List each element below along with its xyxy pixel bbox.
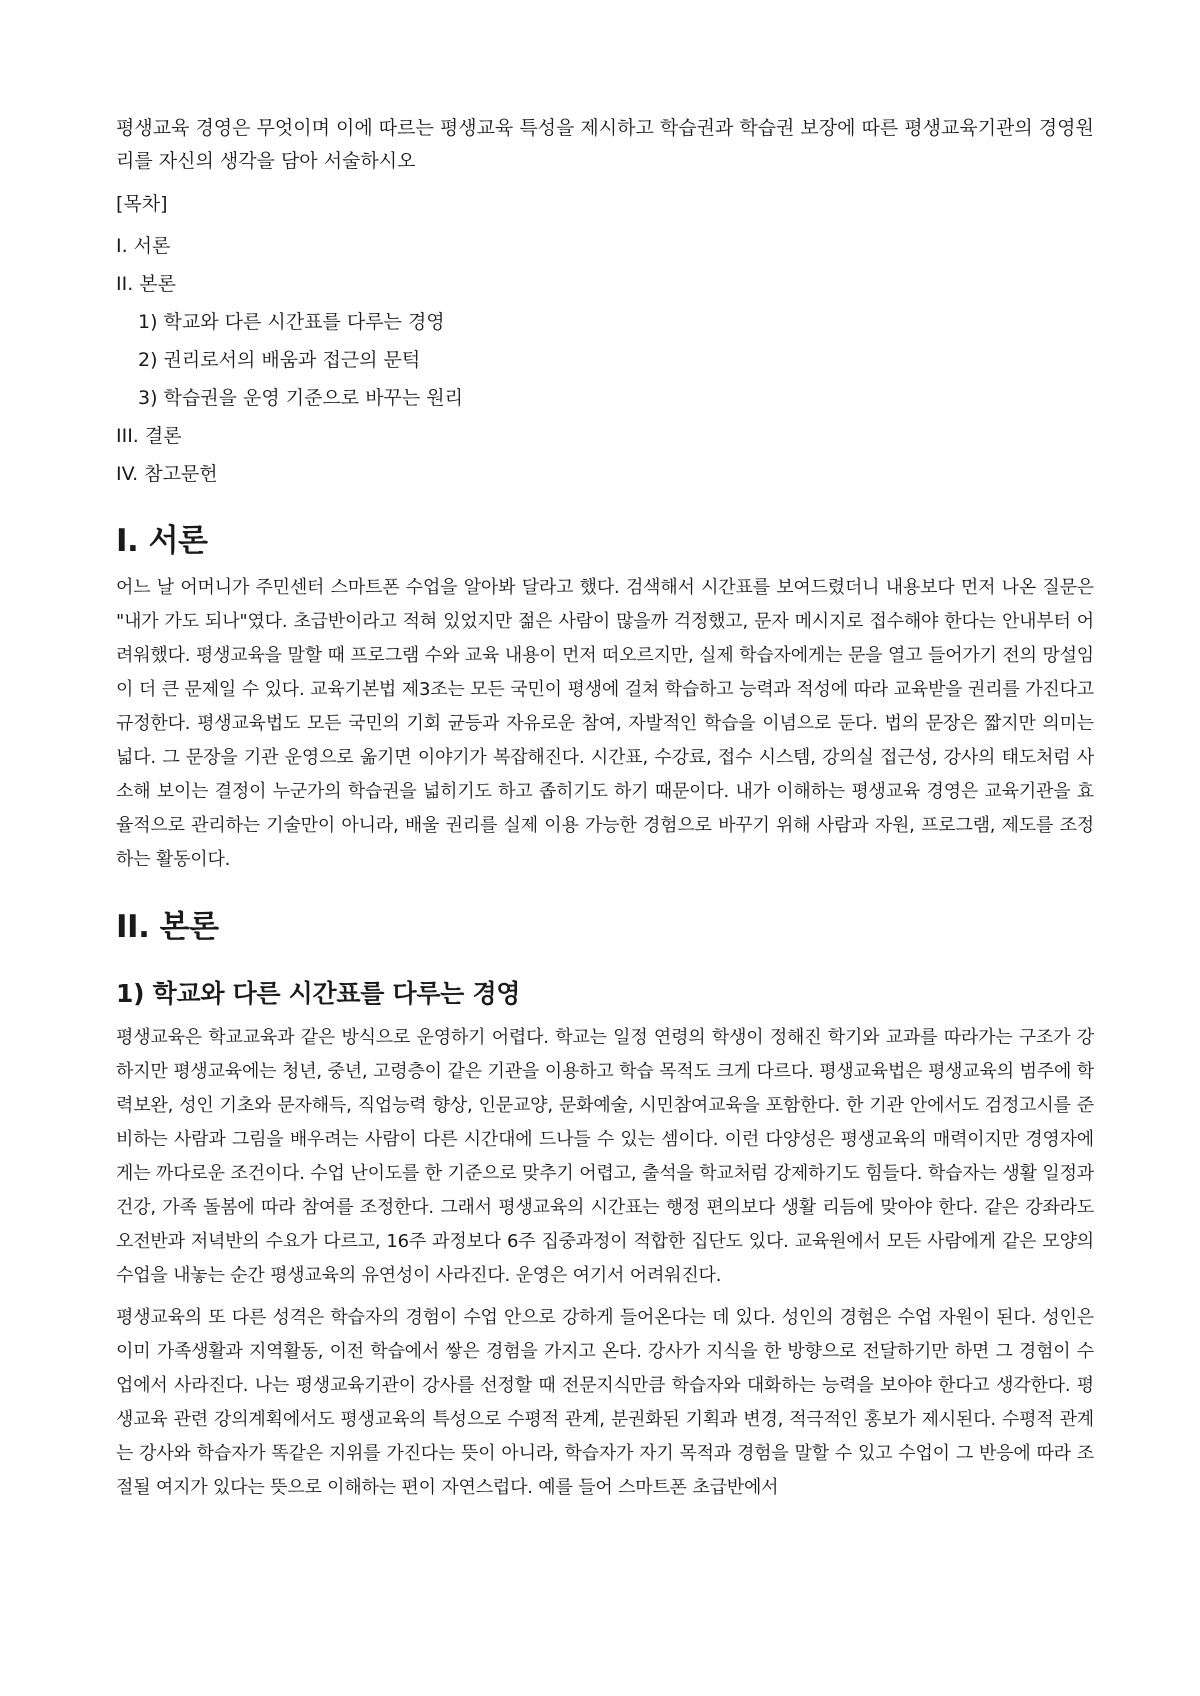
subsection-1-paragraph-1: 평생교육은 학교교육과 같은 방식으로 운영하기 어렵다. 학교는 일정 연령의 학생이 정해진 학기와 교과를 따라가는 구조가 강하지만 평생교육에는 청년, 중년, 고령층이 같은 기관을 이용하고 학습 목적도 크게 다르다. 평생교육법은 평생교육의 범주에 학력보완, 성인 기초와 문자해득, 직업능력 향상, 인문교양, 문화예술, 시민참여교육을 포함한다. 한 기관 안에서도 검정고시를 준비하는 사람과 그림을 배우려는 사람이 다른 시간대에 드나들 수 있는 셈이다. 이런 다양성은 평생교육의 매력이지만 경영자에게는 까다로운 조건이다. 수업 난이도를 한 기준으로 맞추기 어렵고, 출석을 학교처럼 강제하기도 힘들다. 학습자는 생활 일정과 건강, 가족 돌봄에 따라 참여를 조정한다. 그래서 평생교육의 시간표는 행정 편의보다 생활 리듬에 맞아야 한다. 같은 강좌라도 오전반과 저녁반의 수요가 다르고, 16주 과정보다 6주 집중과정이 적합한 집단도 있다. 교육원에서 모든 사람에게 같은 모양의 수업을 내놓는 순간 평생교육의 유연성이 사라진다. 운영은 여기서 어려워진다. — [116, 1027, 1094, 1286]
assignment-prompt: 평생교육 경영은 무엇이며 이에 따르는 평생교육 특성을 제시하고 학습권과 학습권 보장에 따른 평생교육기관의 경영원리를 자신의 생각을 담아 서술하시오 — [116, 117, 1094, 172]
toc-heading: [목차] — [116, 193, 168, 215]
toc-item-body: II. 본론 — [116, 273, 176, 295]
subsection-1-paragraph-2: 평생교육의 또 다른 성격은 학습자의 경험이 수업 안으로 강하게 들어온다는 데 있다. 성인의 경험은 수업 자원이 된다. 성인은 이미 가족생활과 지역활동, 이전 학습에서 쌓은 경험을 가지고 온다. 강사가 지식을 한 방향으로 전달하기만 하면 그 경험이 수업에서 사라진다. 나는 평생교육기관이 강사를 선정할 때 전문지식만큼 학습자와 대화하는 능력을 보아야 한다고 생각한다. 평생교육 관련 강의계획에서도 평생교육의 특성으로 수평적 관계, 분권화된 기획과 변경, 적극적인 홍보가 제시된다. 수평적 관계는 강사와 학습자가 똑같은 지위를 가진다는 뜻이 아니라, 학습자가 자기 목적과 경험을 말할 수 있고 수업이 그 반응에 따라 조절될 여지가 있다는 뜻으로 이해하는 편이 자연스럽다. 예를 들어 스마트폰 초급반에서 — [116, 1307, 1094, 1498]
toc-item-references: IV. 참고문헌 — [116, 463, 218, 485]
subsection-1-heading: 1) 학교와 다른 시간표를 다루는 경영 — [116, 979, 521, 1008]
toc-item-conclusion: III. 결론 — [116, 425, 182, 447]
toc-list — [116, 230, 1094, 491]
body-heading: II. 본론 — [116, 909, 219, 945]
toc-item-intro: I. 서론 — [116, 235, 171, 257]
toc-item-body-2: 2) 권리로서의 배움과 접근의 문턱 — [138, 349, 421, 371]
intro-heading: I. 서론 — [116, 523, 208, 559]
table-of-contents — [116, 188, 1094, 491]
toc-item-body-1: 1) 학교와 다른 시간표를 다루는 경영 — [138, 311, 445, 333]
intro-paragraph: 어느 날 어머니가 주민센터 스마트폰 수업을 알아봐 달라고 했다. 검색해서 시간표를 보여드렸더니 내용보다 먼저 나온 질문은 "내가 가도 되나"였다. 초급반이라고 적혀 있었지만 젊은 사람이 많을까 걱정했고, 문자 메시지로 접수해야 한다는 안내부터 어려워했다. 평생교육을 말할 때 프로그램 수와 교육 내용이 먼저 떠오르지만, 실제 학습자에게는 문을 열고 들어가기 전의 망설임이 더 큰 문제일 수 있다. 교육기본법 제3조는 모든 국민이 평생에 걸쳐 학습하고 능력과 적성에 따라 교육받을 권리를 가진다고 규정한다. 평생교육법도 모든 국민의 기회 균등과 자유로운 참여, 자발적인 학습을 이념으로 둔다. 법의 문장은 짧지만 의미는 넓다. 그 문장을 기관 운영으로 옮기면 이야기가 복잡해진다. 시간표, 수강료, 접수 시스템, 강의실 접근성, 강사의 태도처럼 사소해 보이는 결정이 누군가의 학습권을 넓히기도 하고 좁히기도 하기 때문이다. 내가 이해하는 평생교육 경영은 교육기관을 효율적으로 관리하는 기술만이 아니라, 배울 권리를 실제 이용 가능한 경험으로 바꾸기 위해 사람과 자원, 프로그램, 제도를 조정하는 활동이다. — [116, 577, 1094, 870]
toc-item-body-3: 3) 학습권을 운영 기준으로 바꾸는 원리 — [138, 387, 464, 409]
